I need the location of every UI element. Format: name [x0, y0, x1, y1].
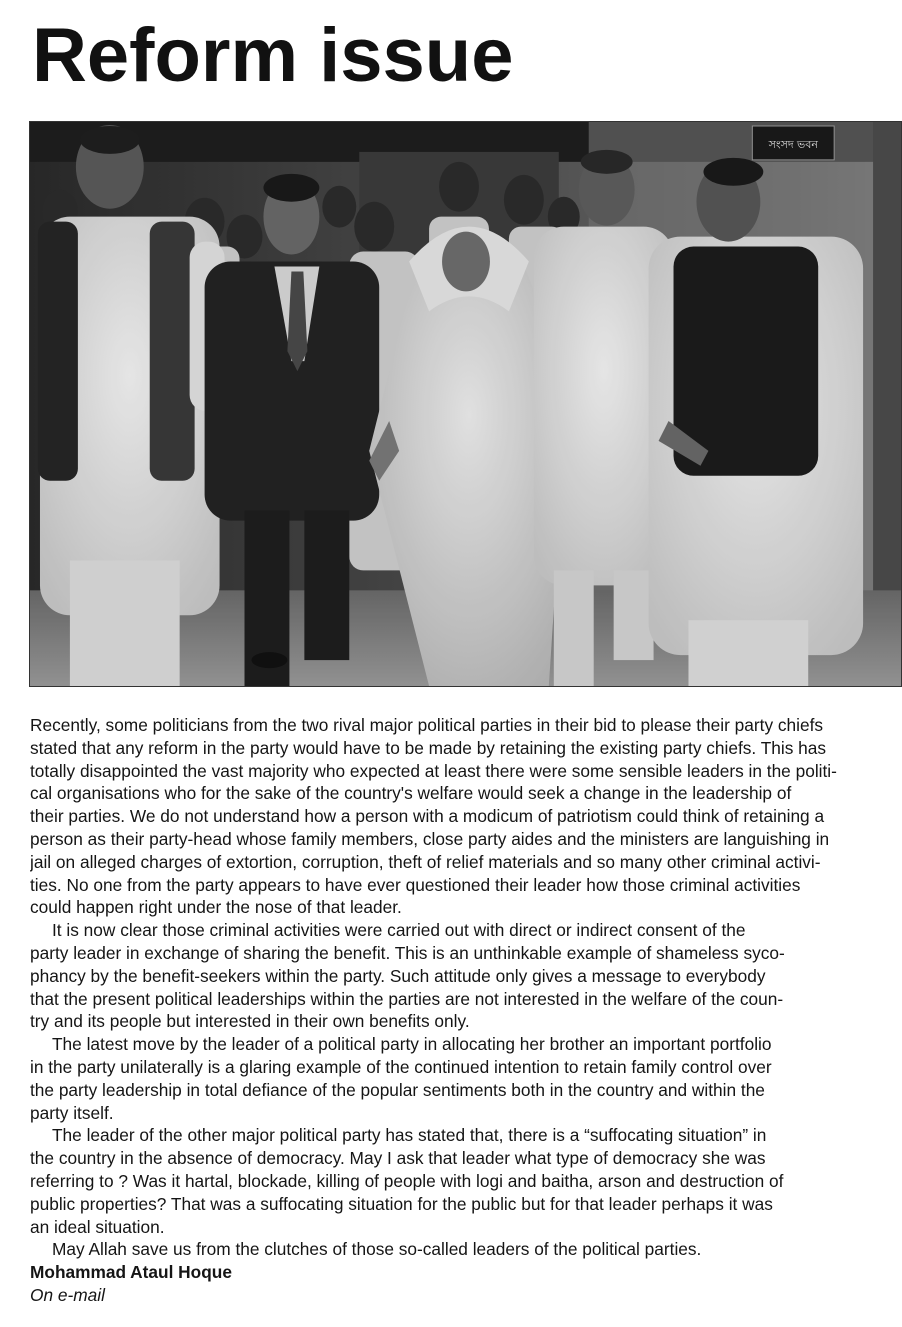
author-name: Mohammad Ataul Hoque — [30, 1262, 232, 1283]
article-line: The latest move by the leader of a political party in allocating her brother an important portfolio — [52, 1034, 772, 1055]
news-photo — [29, 121, 902, 687]
article-line: an ideal situation. — [30, 1216, 165, 1237]
article-line: party leader in exchange of sharing the benefit. This is an unthinkable example of shameless syco- — [30, 942, 785, 963]
wall-sign-text: সংসদ ভবন — [768, 137, 818, 151]
article-line: could happen right under the nose of that leader. — [30, 897, 402, 918]
article-line: It is now clear those criminal activities were carried out with direct or indirect consent of the — [52, 920, 746, 941]
article-line: public properties? That was a suffocating situation for the public but for that leader perhaps it was — [30, 1193, 773, 1214]
article-line: the party leadership in total defiance of the popular sentiments both in the country and within the — [30, 1079, 765, 1100]
article-line: ties. No one from the party appears to have ever questioned their leader how those criminal activities — [30, 874, 801, 895]
article-line: their parties. We do not understand how a person with a modicum of patriotism could think of retaining a — [30, 806, 825, 827]
headline: Reform issue — [32, 13, 514, 98]
article-line: referring to ? Was it hartal, blockade, killing of people with logi and baitha, arson and destruction of — [30, 1170, 784, 1191]
article-line: phancy by the benefit-seekers within the party. Such attitude only gives a message to everybody — [30, 965, 766, 986]
article-line: Recently, some politicians from the two rival major political parties in their bid to please their party chiefs — [30, 715, 824, 735]
article-line: party itself. — [30, 1102, 114, 1123]
politicians-walking-photo — [30, 122, 901, 686]
article-line: the country in the absence of democracy. May I ask that leader what type of democracy she was — [30, 1148, 766, 1169]
article-line: that the present political leaderships within the parties are not interested in the welfare of the coun- — [30, 988, 784, 1009]
article-line: May Allah save us from the clutches of those so-called leaders of the political parties. — [52, 1239, 702, 1260]
article-line: in the party unilaterally is a glaring example of the continued intention to retain family control over — [30, 1056, 772, 1077]
article-body — [30, 714, 902, 1314]
article-line: person as their party-head whose family members, close party aides and the ministers are languishing in — [30, 828, 830, 849]
author-source: On e-mail — [30, 1284, 105, 1305]
article-line: totally disappointed the vast majority who expected at least there were some sensible leaders in the politi- — [30, 760, 837, 781]
article-line: stated that any reform in the party would have to be made by retaining the existing party chiefs. This has — [30, 737, 827, 758]
article-line: try and its people but interested in their own benefits only. — [30, 1011, 470, 1032]
article-line: cal organisations who for the sake of the country's welfare would seek a change in the leadership of — [30, 783, 792, 804]
article-line: The leader of the other major political party has stated that, there is a “suffocating situation” in — [52, 1125, 767, 1146]
article-line: jail on alleged charges of extortion, corruption, theft of relief materials and so many other criminal activi- — [30, 851, 821, 872]
